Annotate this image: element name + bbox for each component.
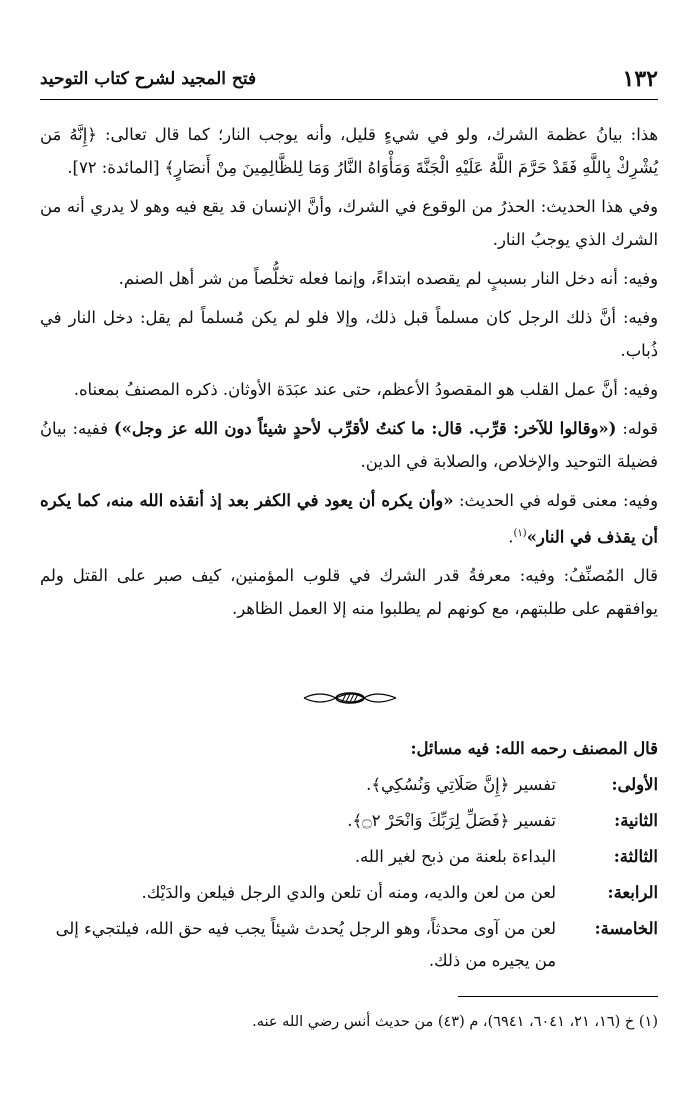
issue-label: الخامسة: [594, 919, 658, 938]
paragraph-text: قوله: [616, 419, 659, 438]
footnote: (١) خ (١٦، ٢١، ٦٠٤١، ٦٩٤١)، م (٤٣) من حديث أنس رضي الله عنه. [252, 1014, 658, 1030]
book-title: فتح المجيد لشرح كتاب التوحيد [40, 69, 257, 89]
issue-item [40, 805, 658, 837]
issue-label: الأولى: [611, 775, 658, 794]
issue-text: البداءة بلعنة من ذبح لغير الله. [354, 847, 556, 866]
paragraph-text: وفيه: معنى قوله في الحديث: [453, 491, 658, 510]
paragraph [40, 484, 658, 553]
paragraph: وفي هذا الحديث: الحذرُ من الوقوع في الشرك، وأنَّ الإنسان قد يقع فيه وهو لا يدري أنه من الشرك الذي يوجبُ النار. [40, 197, 658, 249]
issue-item [40, 877, 658, 909]
hadith-quote: «وأن يكره أن يعود في الكفر بعد إذ أنقذه الله منه، كما يكره أن يقذف في النار» [40, 491, 658, 547]
issue-label: الثالثة: [613, 847, 658, 866]
paragraph: وفيه: أنَّ ذلك الرجل كان مسلماً قبل ذلك، وإلا فلو لم يكن مُسلماً لم يقل: دخل النار في ذُباب. [40, 308, 658, 360]
footnote-divider [458, 996, 658, 997]
paragraph: وفيه: أنه دخل النار بسببٍ لم يقصده ابتداءً، وإنما فعله تخلُّصاً من شر أهل الصنم. [118, 269, 658, 288]
page-header [40, 62, 658, 96]
issue-text: تفسير ﴿إِنَّ صَلَاتِي وَنُسُكِي﴾. [366, 775, 556, 794]
footnote-marker[interactable]: (١) [513, 528, 527, 539]
issue-label: الرابعة: [607, 883, 658, 902]
issues-section [40, 733, 658, 981]
issue-text: تفسير ﴿فَصَلِّ لِرَبِّكَ وَانْحَرْ ۝٢﴾. [347, 811, 556, 830]
header-divider [40, 99, 658, 100]
issue-item [40, 841, 658, 873]
quran-verse: ﴿إِنَّهُ مَن يُشْرِكْ بِاللَّهِ فَقَدْ حَرَّمَ اللَّهُ عَلَيْهِ الْجَنَّةَ وَمَأْوَاهُ النَّارُ وَمَا لِلظَّالِمِينَ مِنْ أَنصَارٍ﴾ [40, 125, 658, 177]
paragraph: قال المُصنِّفُ: وفيه: معرفةُ قدر الشرك في قلوب المؤمنين، كيف صبر على القتل ولم يوافقهم على طلبتهم، مع كونهم لم يطلبوا منه إلا العمل الظاهر. [40, 566, 658, 619]
paragraph-text: ففيه: بيانُ فضيلة التوحيد والإخلاص، والصلابة في الدين. [40, 419, 658, 471]
main-text [40, 118, 658, 631]
ornament-divider-icon [300, 686, 400, 710]
issue-text: لعن من لعن والديه، ومنه أن تلعن والدي الرجل فيلعن والدَيْك. [141, 883, 556, 902]
section-title: قال المصنف رحمه الله: فيه مسائل: [410, 739, 658, 758]
issue-item [40, 913, 658, 977]
paragraph [40, 118, 658, 184]
page-number: ١٣٢ [622, 66, 658, 92]
issue-text: لعن من آوى محدثاً، وهو الرجل يُحدث شيئاً يجب فيه حق الله، فيلتجيء إلى من يجيره من ذلك. [55, 919, 556, 970]
verse-reference: [المائدة: ٧٢]. [67, 158, 165, 177]
paragraph-text: . [508, 527, 514, 547]
paragraph-text: هذا: بيانُ عظمة الشرك، ولو في شيءٍ قليل، وأنه يوجب النار؛ كما قال تعالى: [96, 125, 658, 144]
paragraph [40, 412, 658, 478]
hadith-quote: («وقالوا للآخر: قرِّب. قال: ما كنتُ لأقرِّب لأحدٍ شيئاً دون الله عز وجل») [113, 419, 617, 438]
paragraph: وفيه: أنَّ عمل القلب هو المقصودُ الأعظم، حتى عند عبَدَة الأوثان. ذكره المصنفُ بمعناه. [73, 380, 658, 399]
issue-item [40, 769, 658, 801]
issue-label: الثانية: [614, 811, 658, 830]
